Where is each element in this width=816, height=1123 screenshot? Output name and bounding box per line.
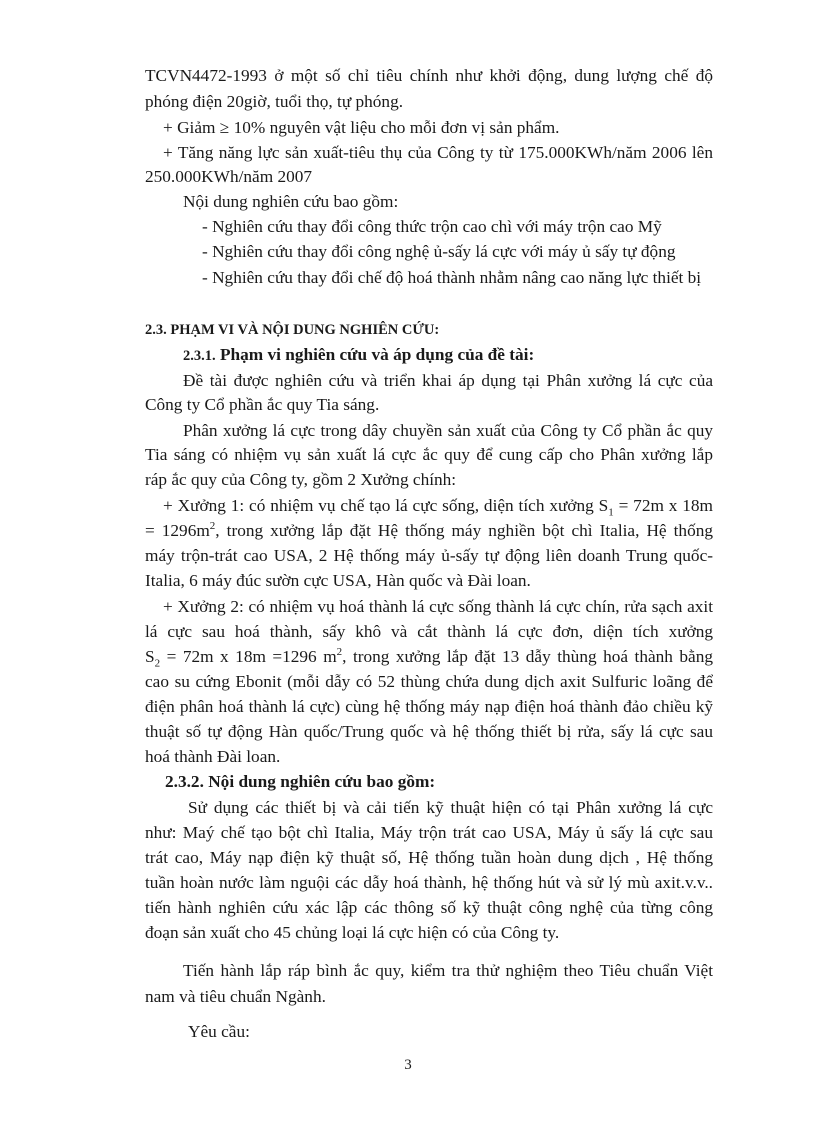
- text-line: đoạn sản xuất cho 45 chủng loại lá cực hiện có của Công ty.: [145, 923, 560, 942]
- text-line: ráp ắc quy của Công ty, gồm 2 Xưởng chính:: [145, 470, 457, 489]
- bullet-item: + Tăng năng lực sản xuất-tiêu thụ của Công ty từ 175.000KWh/năm 2006 lên: [163, 143, 713, 162]
- text-line: điện phân hoá thành lá cực) cùng hệ thống máy nạp điện hoá thành đảo chiều kỹ: [145, 697, 713, 716]
- page-number: 3: [404, 1057, 412, 1073]
- superscript: 2: [209, 521, 216, 533]
- text-line: lá cực sau hoá thành, sấy khô và cắt thành lá cực đơn, diện tích xưởng: [145, 622, 713, 641]
- subsection-heading: [183, 345, 534, 366]
- text-line: nam và tiêu chuẩn Ngành.: [145, 987, 326, 1006]
- text-span: = 1296m: [145, 521, 210, 540]
- text-span: S: [145, 647, 155, 666]
- text-line: Tiến hành lắp ráp bình ắc quy, kiểm tra thử nghiệm theo Tiêu chuẩn Việt: [183, 961, 713, 980]
- subsection-number: 2.3.1.: [183, 348, 216, 364]
- subsection-title: Phạm vi nghiên cứu và áp dụng của đề tài:: [219, 345, 535, 364]
- text-span: = 72m x 18m: [613, 496, 713, 515]
- list-item: - Nghiên cứu thay đổi công thức trộn cao chì với máy trộn cao Mỹ: [202, 217, 662, 236]
- text-line: 250.000KWh/năm 2007: [145, 167, 313, 186]
- bullet-item: + Giảm ≥ 10% nguyên vật liệu cho mỗi đơn vị sản phẩm.: [163, 118, 560, 137]
- text-line: [163, 496, 713, 516]
- subsection-heading: 2.3.2. Nội dung nghiên cứu bao gồm:: [165, 772, 436, 791]
- text-line: như: Maý chế tạo bột chì Italia, Máy trộn trát cao USA, Máy ủ sấy lá cực sau: [145, 823, 713, 842]
- text-line: cao su cứng Ebonit (mỗi dẫy có 52 thùng chứa dung dịch axit Sulfuric loãng để: [145, 672, 713, 691]
- text-span: = 72m x 18m =1296 m: [160, 647, 337, 666]
- text-line: hoá thành Đài loan.: [145, 747, 281, 766]
- text-span: + Xưởng 1: có nhiệm vụ chế tạo lá cực sống, diện tích xưởng S: [163, 496, 609, 515]
- text-line: Sử dụng các thiết bị và cải tiến kỹ thuật hiện có tại Phân xưởng lá cực: [188, 798, 713, 817]
- text-line: phóng điện 20giờ, tuổi thọ, tự phóng.: [145, 92, 404, 111]
- text-line: [145, 647, 713, 667]
- text-line: Đề tài được nghiên cứu và triển khai áp dụng tại Phân xưởng lá cực của: [183, 371, 713, 390]
- text-line: Tia sáng có nhiệm vụ sản xuất lá cực ắc quy để cung cấp cho Phân xưởng lắp: [145, 445, 713, 464]
- superscript: 2: [336, 647, 343, 659]
- list-item: - Nghiên cứu thay đổi chế độ hoá thành nhằm nâng cao năng lực thiết bị: [202, 268, 702, 287]
- text-line: trát cao, Máy nạp điện kỹ thuật số, Hệ thống tuần hoàn dung dịch , Hệ thống: [145, 848, 713, 867]
- text-line: Phân xưởng lá cực trong dây chuyền sản xuất của Công ty Cổ phần ắc quy: [183, 421, 713, 440]
- text-line: Nội dung nghiên cứu bao gồm:: [183, 192, 399, 211]
- text-line: [145, 521, 713, 541]
- text-line: máy trộn-trát cao USA, 2 Hệ thống máy ủ-sấy tự động liên doanh Trung quốc-: [145, 546, 713, 565]
- text-line: Yêu cầu:: [188, 1022, 250, 1041]
- text-line: Italia, 6 máy đúc sườn cực USA, Hàn quốc và Đài loan.: [145, 571, 531, 590]
- subscript: 1: [608, 506, 614, 516]
- subscript: 2: [154, 657, 161, 667]
- section-heading: 2.3. PHẠM VI VÀ NỘI DUNG NGHIÊN CỨU:: [145, 322, 440, 338]
- text-span: , trong xưởng lắp đặt 13 dẫy thùng hoá thành bằng: [342, 647, 713, 666]
- text-line: TCVN4472-1993 ở một số chỉ tiêu chính như khởi động, dung lượng chế độ: [145, 66, 713, 85]
- text-line: + Xưởng 2: có nhiệm vụ hoá thành lá cực sống thành lá cực chín, rửa sạch axit: [163, 597, 713, 616]
- list-item: - Nghiên cứu thay đổi công nghệ ủ-sấy lá cực với máy ủ sấy tự động: [202, 242, 676, 261]
- text-line: tuần hoàn nước làm nguội các dẫy hoá thành, hệ thống hút và sử lý mù axit.v.v..: [145, 873, 713, 892]
- text-line: tiến hành nghiên cứu xác lập các thông số kỹ thuật công nghệ của từng công: [145, 898, 713, 917]
- text-line: thuật số tự động Hàn quốc/Trung quốc và hệ thống thiết bị rửa, sấy lá cực sau: [145, 722, 713, 741]
- text-span: , trong xưởng lắp đặt Hệ thống máy nghiền bột chì Italia, Hệ thống: [215, 521, 713, 540]
- text-line: Công ty Cổ phần ắc quy Tia sáng.: [145, 395, 380, 414]
